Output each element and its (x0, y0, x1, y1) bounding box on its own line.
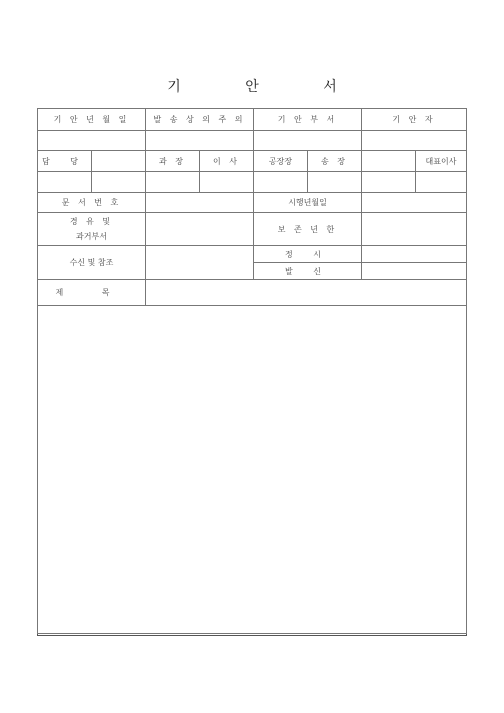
retention-label: 보 존 년 한 (254, 213, 362, 246)
sign-section-chief[interactable] (146, 172, 200, 193)
sign-director[interactable] (200, 172, 254, 193)
president-label: 송 장 (308, 151, 362, 172)
sent-field[interactable] (362, 263, 467, 280)
recipients-field[interactable] (146, 246, 254, 280)
approval-blank-2[interactable] (362, 151, 416, 172)
draft-dept-label: 기 안 부 서 (254, 109, 362, 131)
subject-field[interactable] (146, 280, 467, 306)
original-field[interactable] (362, 246, 467, 263)
sent-label: 발 신 (254, 263, 362, 280)
doc-number-field[interactable] (146, 193, 254, 213)
enforce-date-label: 시행년월일 (254, 193, 362, 213)
section-chief-label: 과 장 (146, 151, 200, 172)
via-label-line1: 경 유 및 (69, 217, 114, 226)
draft-dept-field[interactable] (254, 131, 362, 151)
form-table (37, 108, 467, 634)
via-field[interactable] (146, 213, 254, 246)
ceo-label: 대표이사 (416, 151, 467, 172)
sign-president[interactable] (308, 172, 362, 193)
drafter-field[interactable] (362, 131, 467, 151)
enforce-date-field[interactable] (362, 193, 467, 213)
retention-field[interactable] (362, 213, 467, 246)
subject-label: 제 목 (38, 280, 146, 306)
draft-form (37, 108, 467, 636)
sign-factory-manager[interactable] (254, 172, 308, 193)
document-title: 기 안 서 (167, 79, 367, 95)
send-notes-field[interactable] (146, 131, 254, 151)
director-label: 이 사 (200, 151, 254, 172)
send-notes-label: 발 송 상 의 주 의 (146, 109, 254, 131)
sign-in-charge[interactable] (38, 172, 92, 193)
via-label (38, 213, 146, 246)
recipients-label: 수신 및 참조 (38, 246, 146, 280)
drafter-label: 기 안 자 (362, 109, 467, 131)
original-label: 정 시 (254, 246, 362, 263)
approval-blank-1[interactable] (92, 151, 146, 172)
sign-blank-1[interactable] (92, 172, 146, 193)
body-area[interactable] (38, 306, 467, 634)
draft-date-label: 기 안 년 월 일 (38, 109, 146, 131)
sign-blank-2[interactable] (362, 172, 416, 193)
draft-date-field[interactable] (38, 131, 146, 151)
factory-manager-label: 공장장 (254, 151, 308, 172)
in-charge-label: 담 당 (38, 151, 92, 172)
sign-ceo[interactable] (416, 172, 467, 193)
doc-number-label: 문 서 번 호 (38, 193, 146, 213)
via-label-line2: 과거부서 (76, 232, 107, 241)
